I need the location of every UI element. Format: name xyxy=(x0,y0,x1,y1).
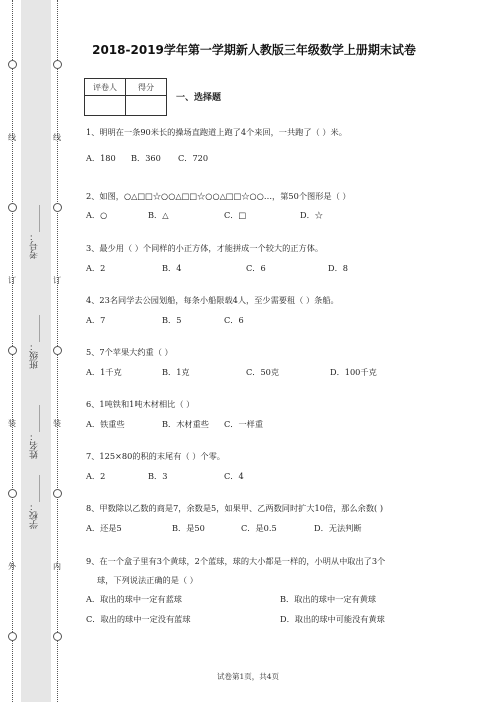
question-8: 8、甲数除以乙数的商是7，余数是5，如果甲、乙两数同时扩大10倍，那么余数( ) xyxy=(86,503,384,513)
option[interactable]: B．4 xyxy=(162,263,182,273)
binding-circle xyxy=(53,489,62,498)
binding-char-ding: 订 xyxy=(8,276,16,285)
binding-strip xyxy=(0,0,70,702)
option[interactable]: B．木材重些 xyxy=(162,419,209,429)
score-table xyxy=(84,78,167,116)
binding-circle xyxy=(8,632,17,641)
option[interactable]: A．2 xyxy=(86,263,106,273)
option[interactable]: C．取出的球中一定没有蓝球 xyxy=(86,614,191,624)
option[interactable]: C．50克 xyxy=(246,367,280,377)
question-6: 6、1吨铁和1吨木材相比（ ） xyxy=(86,399,195,409)
option[interactable]: A．还是5 xyxy=(86,523,122,533)
option[interactable]: A．1千克 xyxy=(86,367,122,377)
binding-circle xyxy=(53,346,62,355)
question-7: 7、125×80的积的末尾有（ ）个零。 xyxy=(86,451,225,461)
question-1: 1、明明在一条90米长的操场直跑道上跑了4个来回，一共跑了（ ）米。 xyxy=(86,127,347,137)
question-9: 9、在一个盒子里有3个黄球，2个蓝球，球的大小都是一样的，小明从中取出了3个 xyxy=(86,556,386,566)
option[interactable]: B．1克 xyxy=(162,367,190,377)
binding-char-wai: 外 xyxy=(8,562,16,571)
name-field[interactable]: 姓名：______ xyxy=(30,405,40,459)
section-heading: 一、选择题 xyxy=(176,93,222,103)
school-field[interactable]: 学校：______ xyxy=(30,475,40,529)
class-field[interactable]: 班级：______ xyxy=(30,315,40,369)
option[interactable]: B．△ xyxy=(148,210,169,220)
option[interactable]: B．360 xyxy=(131,153,161,163)
question-4: 4、23名同学去公园划船，每条小船限载4人，至少需要租（ ）条船。 xyxy=(86,295,339,305)
option[interactable]: D．8 xyxy=(328,263,348,273)
option[interactable]: D．取出的球中可能没有黄球 xyxy=(280,614,385,624)
option[interactable]: C．720 xyxy=(178,153,209,163)
option[interactable]: D．100千克 xyxy=(330,367,377,377)
page-footer: 试卷第1页，共4页 xyxy=(216,672,280,681)
binding-char-xian: 线 xyxy=(8,133,16,142)
option[interactable]: C．□ xyxy=(224,210,247,220)
option[interactable]: A．7 xyxy=(86,315,106,325)
option[interactable]: A．铁重些 xyxy=(86,419,125,429)
binding-char-nei: 内 xyxy=(53,562,61,571)
question-5: 5、7个苹果大约重（ ） xyxy=(86,347,173,357)
option[interactable]: D．☆ xyxy=(300,210,323,220)
binding-circle xyxy=(8,203,17,212)
option[interactable]: D．无法判断 xyxy=(314,523,362,533)
option[interactable]: C．4 xyxy=(224,471,244,481)
page-title: 2018-2019学年第一学期新人教版三年级数学上册期末试卷 xyxy=(92,43,416,57)
option[interactable]: A．○ xyxy=(86,210,108,220)
option[interactable]: B．3 xyxy=(148,471,168,481)
option[interactable]: A．2 xyxy=(86,471,106,481)
binding-circle xyxy=(8,346,17,355)
option[interactable]: B．是50 xyxy=(172,523,205,533)
binding-circle xyxy=(53,632,62,641)
binding-char-xian: 线 xyxy=(53,133,61,142)
option[interactable]: B．5 xyxy=(162,315,182,325)
binding-circle xyxy=(8,489,17,498)
binding-char-ding: 订 xyxy=(53,276,61,285)
score-table-header-grader: 评卷人 xyxy=(85,79,126,96)
score-table-header-score: 得分 xyxy=(126,79,167,96)
question-9-continued: 球，下列说法正确的是（ ） xyxy=(97,575,198,585)
option[interactable]: A．取出的球中一定有蓝球 xyxy=(86,594,182,604)
score-table-cell-score[interactable] xyxy=(126,96,167,116)
option[interactable]: C．6 xyxy=(246,263,266,273)
binding-circle xyxy=(53,60,62,69)
option[interactable]: C．是0.5 xyxy=(241,523,277,533)
binding-char-zhuang: 装 xyxy=(8,419,16,428)
question-3: 3、最少用（ ）个同样的小正方体，才能拼成一个较大的正方体。 xyxy=(86,243,324,253)
binding-circle xyxy=(8,60,17,69)
option[interactable]: A．180 xyxy=(86,153,116,163)
binding-circle xyxy=(53,203,62,212)
score-table-cell-grader[interactable] xyxy=(85,96,126,116)
binding-char-zhuang: 装 xyxy=(53,419,61,428)
option[interactable]: B．取出的球中一定有黄球 xyxy=(280,594,377,604)
question-2: 2、如图，○△□□☆○○△□□☆○○△□□☆○○…，第50个图形是（ ） xyxy=(86,191,351,201)
option[interactable]: C．一样重 xyxy=(224,419,264,429)
option[interactable]: C．6 xyxy=(224,315,244,325)
exam-number-field[interactable]: 考号：______ xyxy=(30,205,40,259)
